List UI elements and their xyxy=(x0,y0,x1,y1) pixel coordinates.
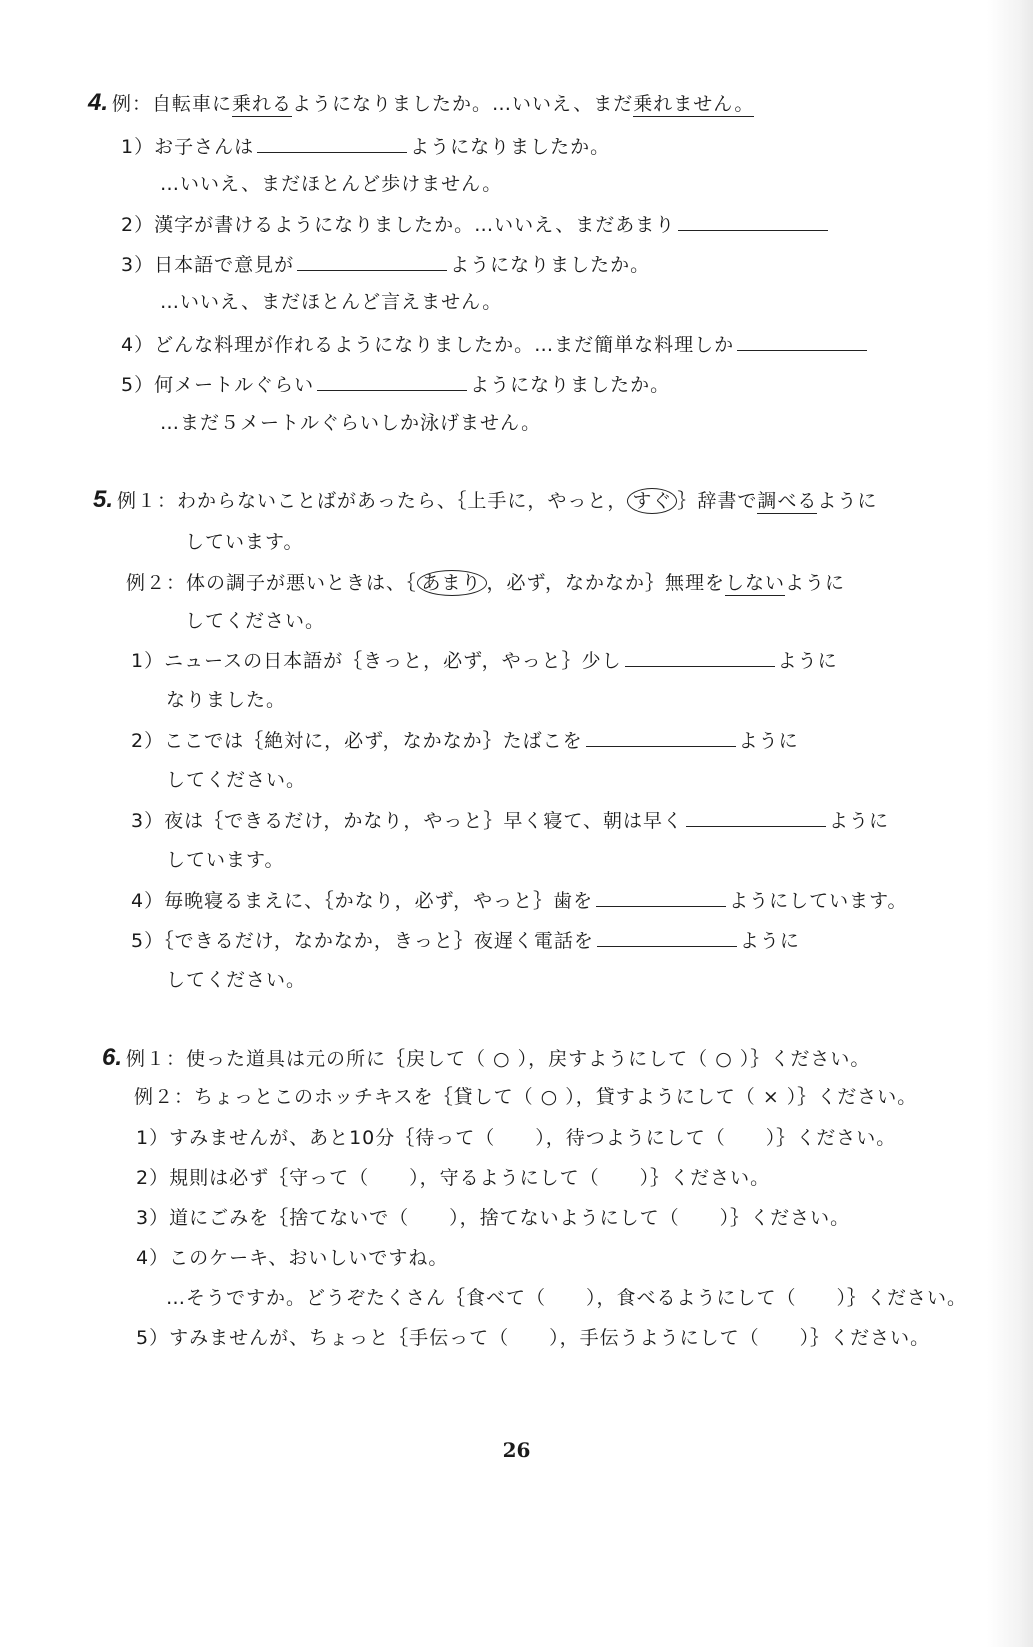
answer-blank[interactable] xyxy=(686,808,826,827)
s5-example1-cont xyxy=(185,530,303,554)
s6-example2 xyxy=(134,1085,917,1109)
text: ように xyxy=(817,490,878,512)
circled-answer: すぐ xyxy=(627,488,677,514)
text: 3）日本語で意見が xyxy=(121,254,295,276)
text: ように xyxy=(777,650,838,672)
answer-blank[interactable] xyxy=(737,332,867,351)
text: ようになりましたか。…いいえ、まだ xyxy=(292,93,634,115)
text: ように xyxy=(785,572,846,594)
text: …いいえ、まだほとんど歩けません。 xyxy=(160,173,503,195)
section-5-number: 5. xyxy=(93,486,114,513)
page-number: 26 xyxy=(502,1438,531,1462)
answer-blank[interactable] xyxy=(596,888,726,907)
text: ようになりましたか。 xyxy=(410,136,611,158)
s4-q2 xyxy=(121,212,831,237)
s6-q5 xyxy=(136,1326,930,1350)
s5-example1 xyxy=(93,488,877,514)
text: ｝辞書で xyxy=(677,490,758,512)
text: 5）何メートルぐらい xyxy=(121,374,315,396)
underlined-answer: しない xyxy=(725,572,786,594)
s4-example xyxy=(88,91,754,117)
s4-q1 xyxy=(121,134,610,159)
text: …まだ５メートルぐらいしか泳げません。 xyxy=(160,412,542,434)
text: …いいえ、まだほとんど言えません。 xyxy=(160,291,503,313)
text: ようになりましたか。 xyxy=(450,254,651,276)
text: 4）どんな料理が作れるようになりましたか。…まだ簡単な料理しか xyxy=(121,334,735,356)
text: 5）すみませんが、ちょっと｛手伝って（ ），手伝うようにして（ ）｝ください。 xyxy=(136,1327,931,1349)
text: 例１：使った道具は元の所に｛戻して（ ○ ），戻すようにして（ ○ ）｝ください。 xyxy=(126,1048,871,1070)
s5-q2-cont xyxy=(166,768,306,792)
s5-q4 xyxy=(131,888,908,913)
text: 4）毎晩寝るまえに、｛かなり，必ず，やっと｝歯を xyxy=(131,890,594,912)
underlined-answer: 調べる xyxy=(757,490,818,512)
text: しています。 xyxy=(166,849,285,871)
text: ように xyxy=(828,810,889,832)
text: 2）ここでは｛絶対に，必ず，なかなか｝たばこを xyxy=(131,730,583,752)
s6-example1 xyxy=(102,1046,870,1071)
text: ，必ず，なかなか｝無理を xyxy=(486,572,726,594)
answer-blank[interactable] xyxy=(678,212,828,231)
text: 例１：わからないことばがあったら、｛上手に，やっと， xyxy=(117,490,628,512)
answer-blank[interactable] xyxy=(317,372,467,391)
text: 1）すみませんが、あと10分｛待って（ ），待つようにして（ ）｝ください。 xyxy=(136,1127,897,1149)
text: してください。 xyxy=(166,769,307,791)
text: ようにしています。 xyxy=(729,890,908,912)
answer-blank[interactable] xyxy=(625,648,775,667)
s6-q4 xyxy=(136,1246,448,1270)
s5-example2 xyxy=(126,570,845,596)
text: ように xyxy=(738,730,799,752)
s5-q5 xyxy=(131,928,800,953)
page-edge-shadow xyxy=(987,0,1033,1647)
text: してください。 xyxy=(166,969,307,991)
text: しています。 xyxy=(185,531,304,553)
text: 5）｛できるだけ，なかなか，きっと｝夜遅く電話を xyxy=(131,930,594,952)
s4-q3-answer xyxy=(160,290,502,314)
text: 2）規則は必ず｛守って（ ），守るようにして（ ）｝ください。 xyxy=(136,1167,771,1189)
section-6-number: 6. xyxy=(102,1044,123,1071)
text: 1）ニュースの日本語が｛きっと，必ず，やっと｝少し xyxy=(131,650,622,672)
circled-answer: あまり xyxy=(417,570,487,596)
s5-q3-cont xyxy=(166,848,284,872)
answer-blank[interactable] xyxy=(257,134,407,153)
s4-q1-answer xyxy=(160,172,502,196)
text: 3）道にごみを｛捨てないで（ ），捨てないようにして（ ）｝ください。 xyxy=(136,1207,851,1229)
s5-q1-cont xyxy=(166,688,286,712)
s5-q2 xyxy=(131,728,799,753)
s6-q1 xyxy=(136,1126,896,1150)
text: ようになりましたか。 xyxy=(470,374,671,396)
text: 例２：体の調子が悪いときは、｛ xyxy=(126,572,417,594)
s4-q5 xyxy=(121,372,670,397)
s5-example2-cont xyxy=(185,609,325,633)
answer-blank[interactable] xyxy=(297,252,447,271)
text: なりました。 xyxy=(166,689,287,711)
answer-blank[interactable] xyxy=(586,728,736,747)
text: …そうですか。どうぞたくさん｛食べて（ ），食べるようにして（ ）｝ください。 xyxy=(166,1287,968,1309)
s5-q1 xyxy=(131,648,838,673)
text: 2）漢字が書けるようになりましたか。…いいえ、まだあまり xyxy=(121,214,676,236)
text: してください。 xyxy=(185,610,326,632)
text: 1）お子さんは xyxy=(121,136,255,158)
answer-blank[interactable] xyxy=(597,928,737,947)
s5-q5-cont xyxy=(166,968,306,992)
s4-q3 xyxy=(121,252,650,277)
s4-q4 xyxy=(121,332,870,357)
underlined-answer: 乗れません。 xyxy=(633,93,755,115)
section-4-number: 4. xyxy=(88,89,109,116)
underlined-answer: 乗れる xyxy=(232,93,293,115)
s5-q3 xyxy=(131,808,889,833)
text: 例２：ちょっとこのホッチキスを｛貸して（ ○ ），貸すようにして（ × ）｝ください。 xyxy=(134,1086,918,1108)
text: 4）このケーキ、おいしいですね。 xyxy=(136,1247,449,1269)
text: ように xyxy=(739,930,800,952)
s6-q2 xyxy=(136,1166,770,1190)
s6-q3 xyxy=(136,1206,850,1230)
s6-q4-answer xyxy=(166,1286,967,1310)
s4-q5-answer xyxy=(160,411,541,435)
text: 3）夜は｛できるだけ，かなり，やっと｝早く寝て、朝は早く xyxy=(131,810,683,832)
text: 例：自転車に xyxy=(112,93,233,115)
